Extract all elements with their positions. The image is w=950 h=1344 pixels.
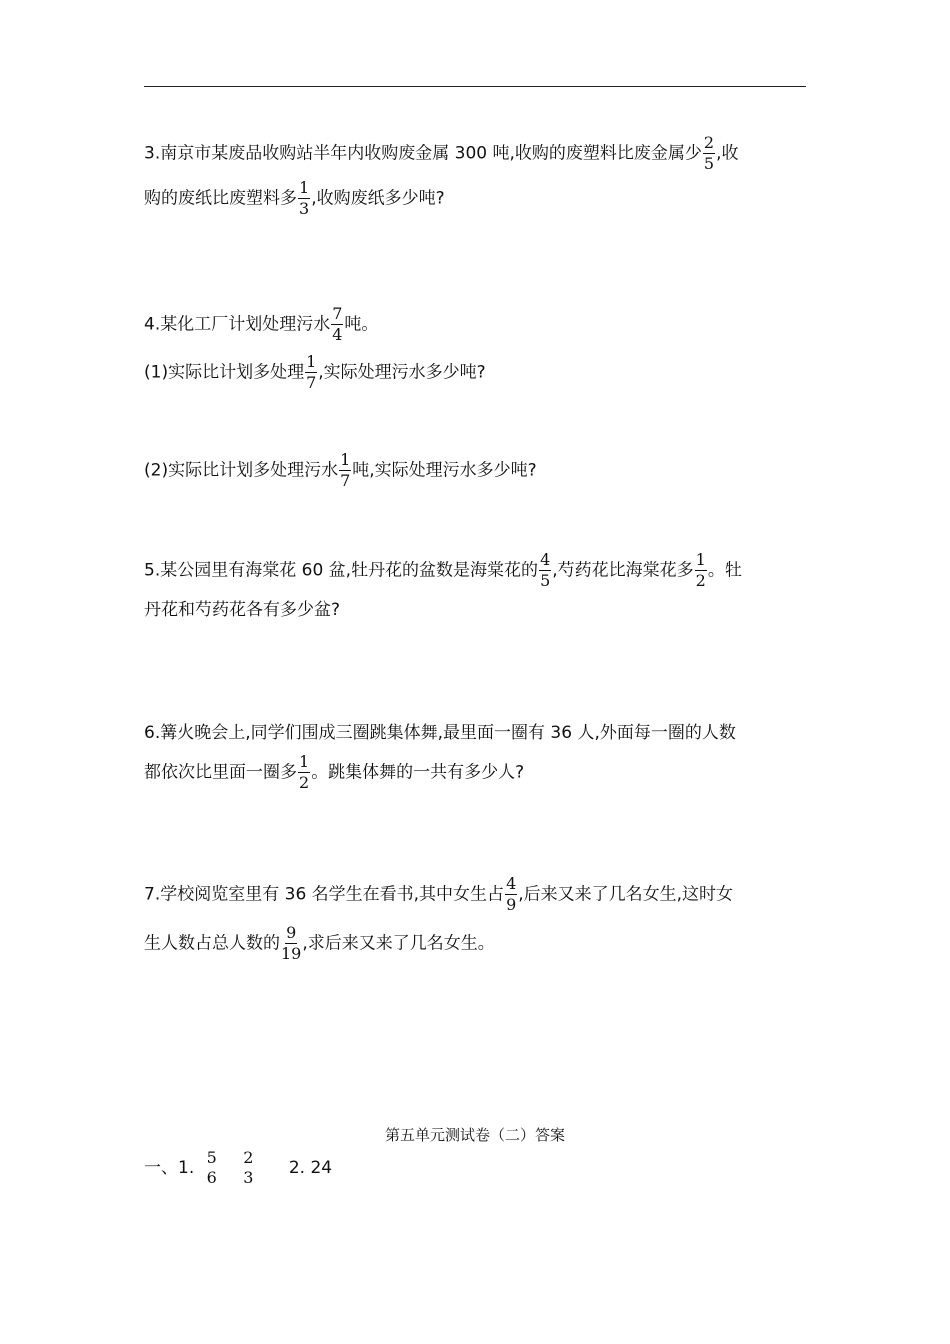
numerator: 4	[540, 550, 551, 569]
text: 都依次比里面一圈多	[144, 762, 297, 783]
header-rule	[144, 86, 806, 87]
text: 5.某公园里有海棠花 60 盆,牡丹花的盆数是海棠花的	[144, 560, 539, 581]
text: ,芍药花比海棠花多	[552, 560, 694, 581]
fraction	[505, 876, 517, 913]
text: 。跳集体舞的一共有多少人?	[311, 762, 525, 783]
text: 吨。	[344, 314, 379, 335]
text: 丹花和芍药花各有多少盆?	[144, 600, 341, 620]
question-5-line-1	[144, 552, 742, 589]
numerator: 9	[286, 923, 297, 942]
text: 一、1.	[144, 1158, 195, 1178]
numerator: 7	[332, 304, 343, 323]
numerator: 4	[506, 874, 517, 893]
denominator: 9	[506, 895, 517, 914]
text: (2)实际比计划多处理污水	[144, 460, 339, 481]
denominator: 2	[695, 571, 706, 590]
text: ,收	[716, 143, 739, 164]
question-6-line-1	[144, 725, 736, 742]
denominator: 4	[332, 325, 343, 344]
text: ,后来又来了几名女生,这时女	[518, 884, 734, 905]
text: 吨,实际处理污水多少吨?	[352, 460, 537, 481]
answer-line-1	[144, 1150, 332, 1186]
fraction	[206, 1150, 218, 1186]
denominator: 2	[299, 773, 310, 792]
denominator: 19	[281, 944, 302, 963]
numerator: 1	[695, 550, 706, 569]
fraction	[339, 452, 351, 489]
fraction	[298, 180, 310, 217]
fraction	[242, 1150, 254, 1186]
text: 购的废纸比废塑料多	[144, 188, 297, 209]
question-4-line-1	[144, 306, 378, 343]
numerator: 1	[299, 752, 310, 771]
numerator: 2	[703, 133, 715, 152]
denominator: 5	[540, 571, 551, 590]
text: 6.篝火晚会上,同学们围成三圈跳集体舞,最里面一圈有 36 人,外面每一圈的人数	[144, 723, 736, 743]
denominator: 5	[703, 154, 715, 173]
numerator: 1	[340, 450, 351, 469]
numerator: 5	[206, 1148, 217, 1167]
question-4-sub-2	[144, 452, 537, 489]
fraction	[298, 754, 310, 791]
denominator: 3	[243, 1168, 254, 1187]
question-3-line-1	[144, 135, 738, 172]
question-7-line-2	[144, 925, 495, 962]
text: 2. 24	[288, 1158, 333, 1178]
fraction	[281, 925, 301, 962]
fraction	[703, 135, 715, 172]
fraction	[331, 306, 343, 343]
text: 3.南京市某废品收购站半年内收购废金属 300 吨,收购的废塑料比废金属少	[144, 143, 702, 164]
numerator: 2	[243, 1148, 254, 1167]
denominator: 7	[340, 471, 351, 490]
question-6-line-2	[144, 754, 524, 791]
answer-title: 第五单元测试卷（二）答案	[384, 1126, 565, 1144]
fraction	[695, 552, 707, 589]
numerator: 1	[299, 178, 310, 197]
fraction	[305, 354, 317, 391]
denominator: 6	[206, 1168, 217, 1187]
text: ,收购废纸多少吨?	[311, 188, 445, 209]
question-7-line-1	[144, 876, 733, 913]
text: (1)实际比计划多处理	[144, 362, 305, 383]
text: 4.某化工厂计划处理污水	[144, 314, 331, 335]
question-4-sub-1	[144, 354, 486, 391]
text: ,实际处理污水多少吨?	[318, 362, 486, 383]
text: 生人数占总人数的	[144, 933, 280, 954]
denominator: 7	[306, 373, 317, 392]
text: 7.学校阅览室里有 36 名学生在看书,其中女生占	[144, 884, 505, 905]
text: 。牡	[707, 560, 742, 581]
text: ,求后来又来了几名女生。	[302, 933, 495, 954]
denominator: 3	[299, 199, 310, 218]
numerator: 1	[306, 352, 317, 371]
question-5-line-2	[144, 602, 340, 619]
question-3-line-2	[144, 180, 445, 217]
fraction	[539, 552, 551, 589]
